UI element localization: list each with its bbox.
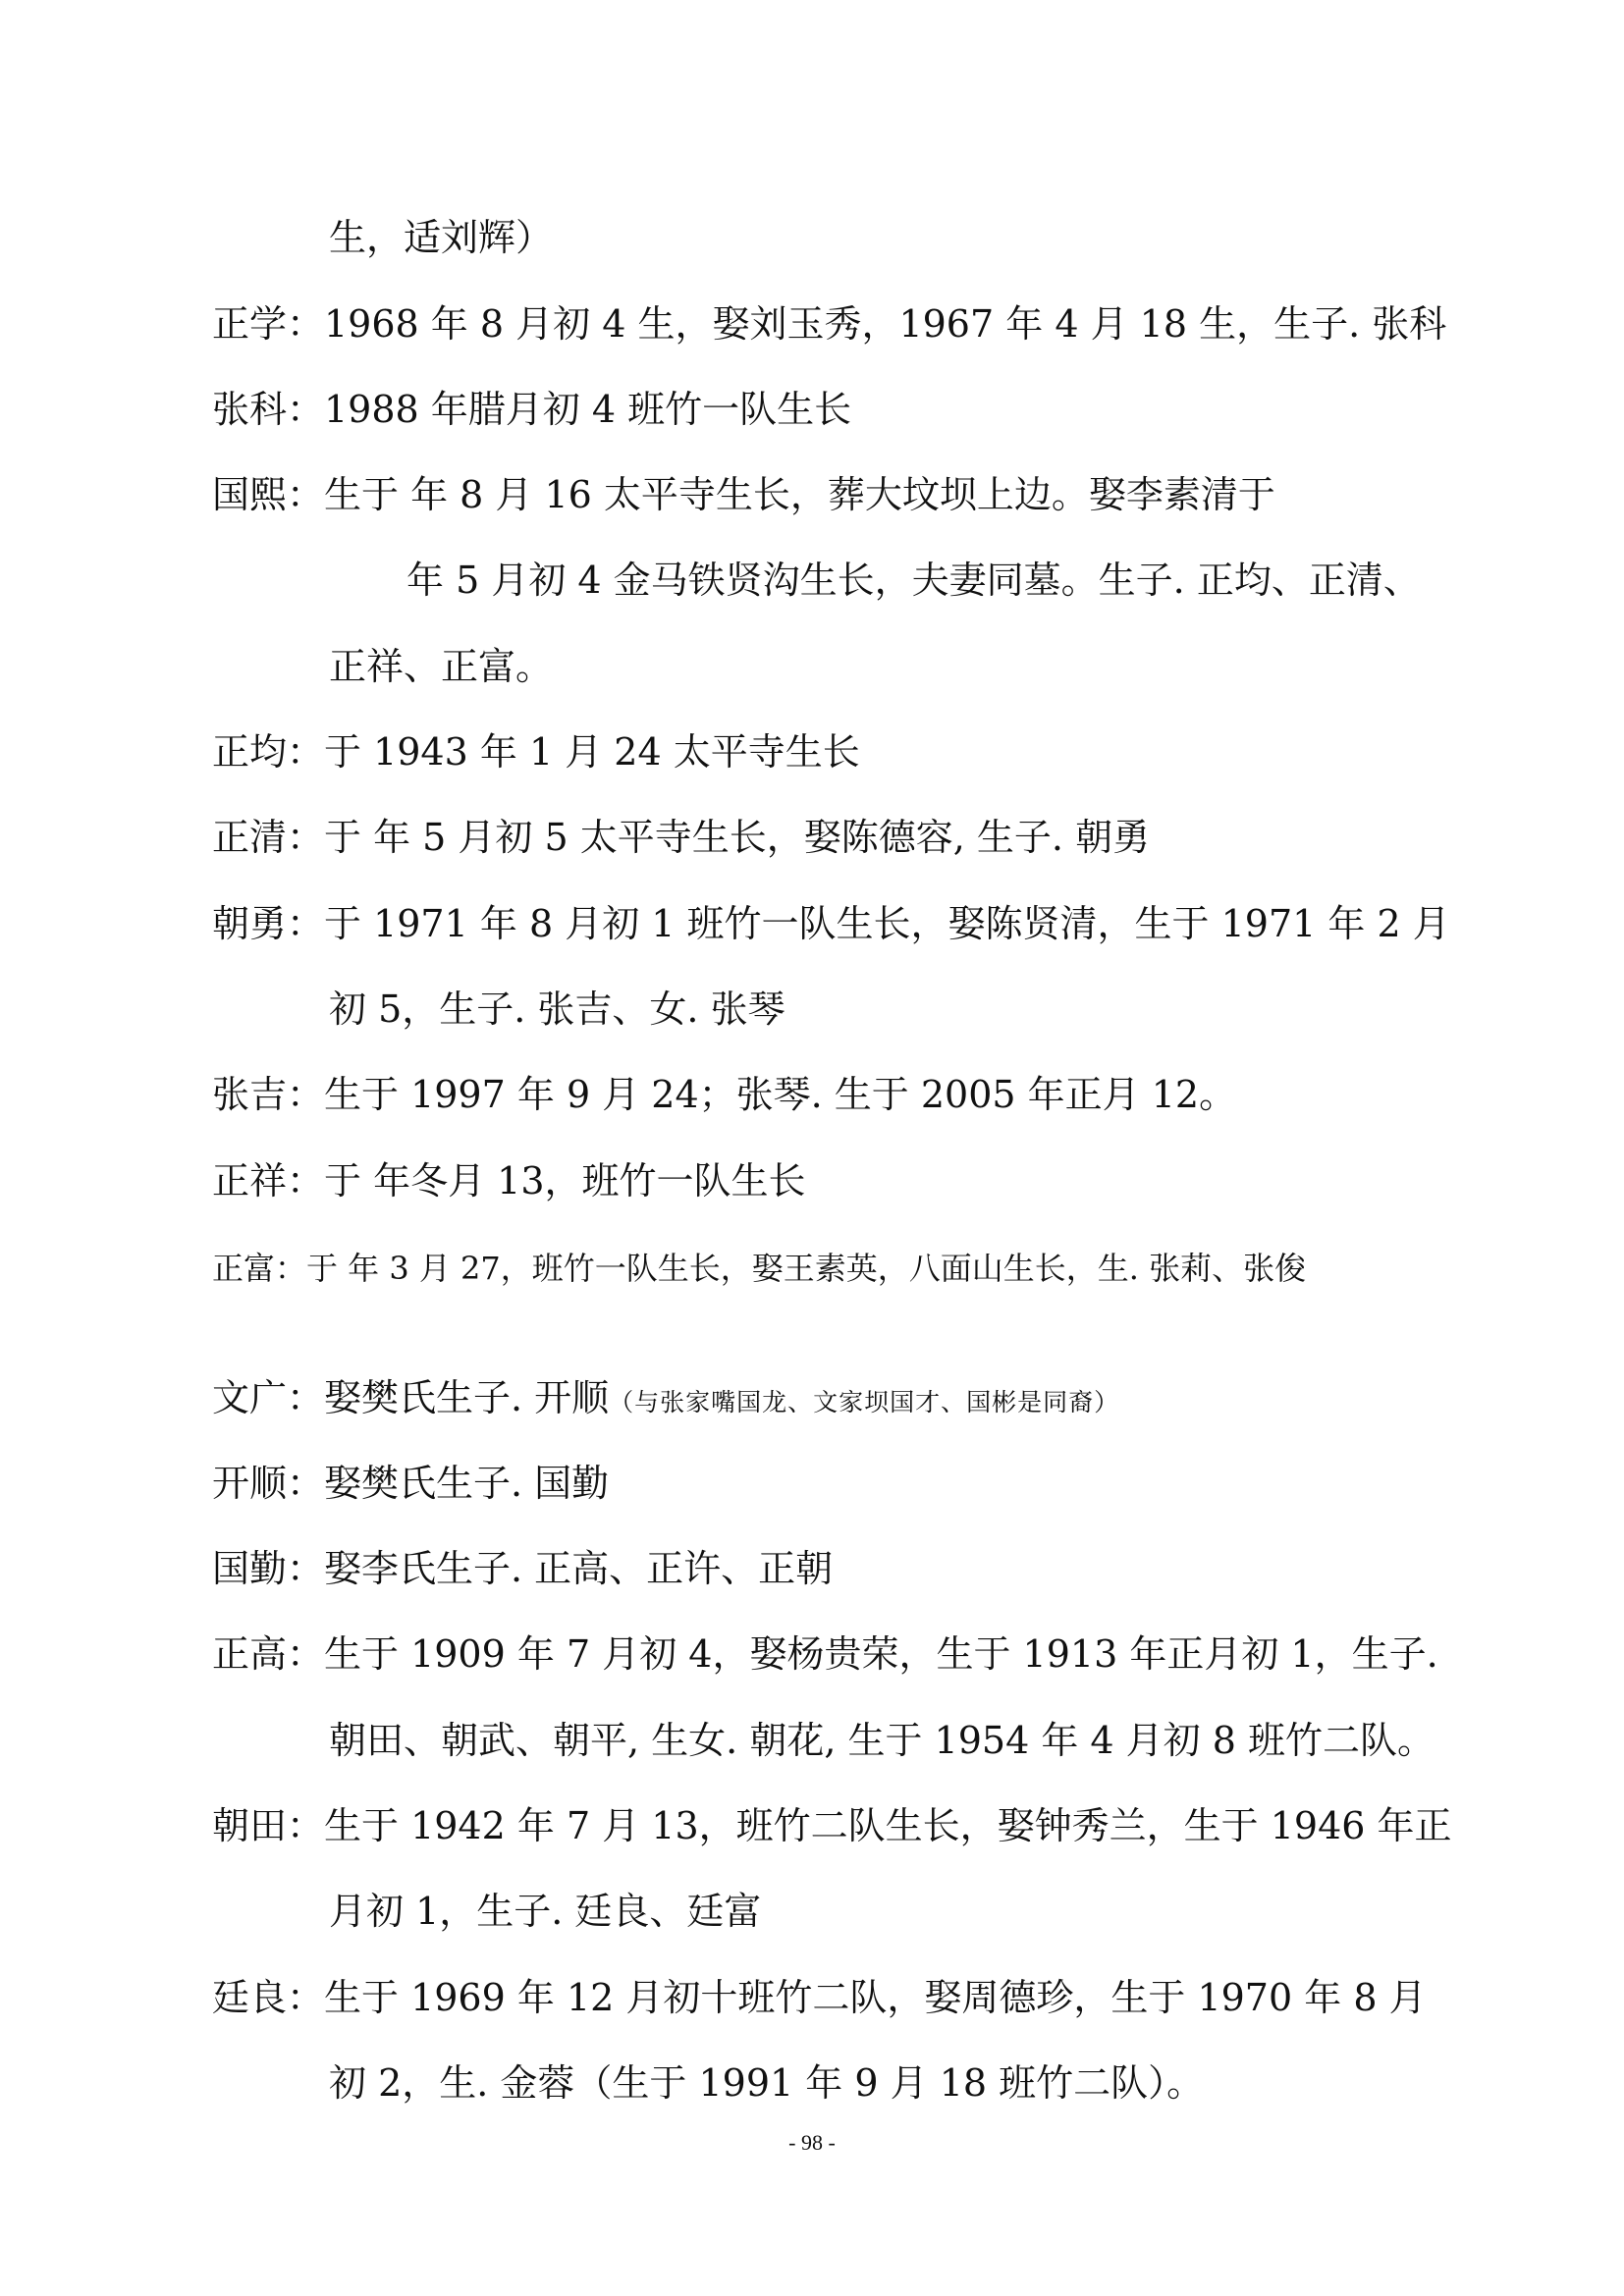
text-line: 正清：于 年 5 月初 5 太平寺生长，娶陈德容, 生子. 朝勇 (212, 816, 1151, 859)
text-main: 文广：娶樊氏生子. 开顺 (212, 1376, 610, 1419)
text-line: 朝田：生于 1942 年 7 月 13，班竹二队生长，娶钟秀兰，生于 1946 年正 (212, 1804, 1452, 1847)
page-number: - 98 - (788, 2130, 836, 2155)
text-line: 年 5 月初 4 金马铁贤沟生长，夫妻同墓。生子. 正均、正清、 (406, 559, 1421, 602)
text-line: 正富：于 年 3 月 27，班竹一队生长，娶王素英，八面山生长，生. 张莉、张俊 (212, 1250, 1307, 1287)
text-line: 国熙：生于 年 8 月 16 太平寺生长，葬大坟坝上边。娶李素清于 (212, 473, 1275, 516)
text-line: 生，适刘辉） (329, 216, 554, 259)
text-line: 初 5，生子. 张吉、女. 张琴 (329, 988, 785, 1031)
text-line: 开顺：娶樊氏生子. 国勤 (212, 1462, 610, 1505)
text-line (212, 1374, 1119, 1426)
text-line: 国勤：娶李氏生子. 正高、正许、正朝 (212, 1547, 834, 1590)
text-note: （与张家嘴国龙、文家坝国才、国彬是同裔） (609, 1388, 1120, 1416)
text-line: 月初 1，生子. 廷良、廷富 (329, 1890, 762, 1933)
text-line: 朝勇：于 1971 年 8 月初 1 班竹一队生长，娶陈贤清，生于 1971 年 2 月 (212, 902, 1450, 945)
text-line: 正祥：于 年冬月 13，班竹一队生长 (212, 1159, 806, 1202)
text-line: 廷良：生于 1969 年 12 月初十班竹二队，娶周德珍，生于 1970 年 8 月 (212, 1976, 1427, 2019)
text-line: 朝田、朝武、朝平, 生女. 朝花, 生于 1954 年 4 月初 8 班竹二队。 (329, 1719, 1435, 1762)
text-line: 初 2，生. 金蓉（生于 1991 年 9 月 18 班竹二队）。 (329, 2061, 1205, 2105)
text-line: 正高：生于 1909 年 7 月初 4，娶杨贵荣，生于 1913 年正月初 1，生子. (212, 1632, 1438, 1676)
text-line: 张吉：生于 1997 年 9 月 24；张琴. 生于 2005 年正月 12。 (212, 1073, 1237, 1116)
text-line: 正均：于 1943 年 1 月 24 太平寺生长 (212, 730, 860, 774)
text-line: 正祥、正富。 (329, 645, 554, 688)
text-line: 张科：1988 年腊月初 4 班竹一队生长 (212, 388, 852, 431)
text-line: 正学：1968 年 8 月初 4 生，娶刘玉秀，1967 年 4 月 18 生，生子. 张科 (212, 302, 1447, 346)
